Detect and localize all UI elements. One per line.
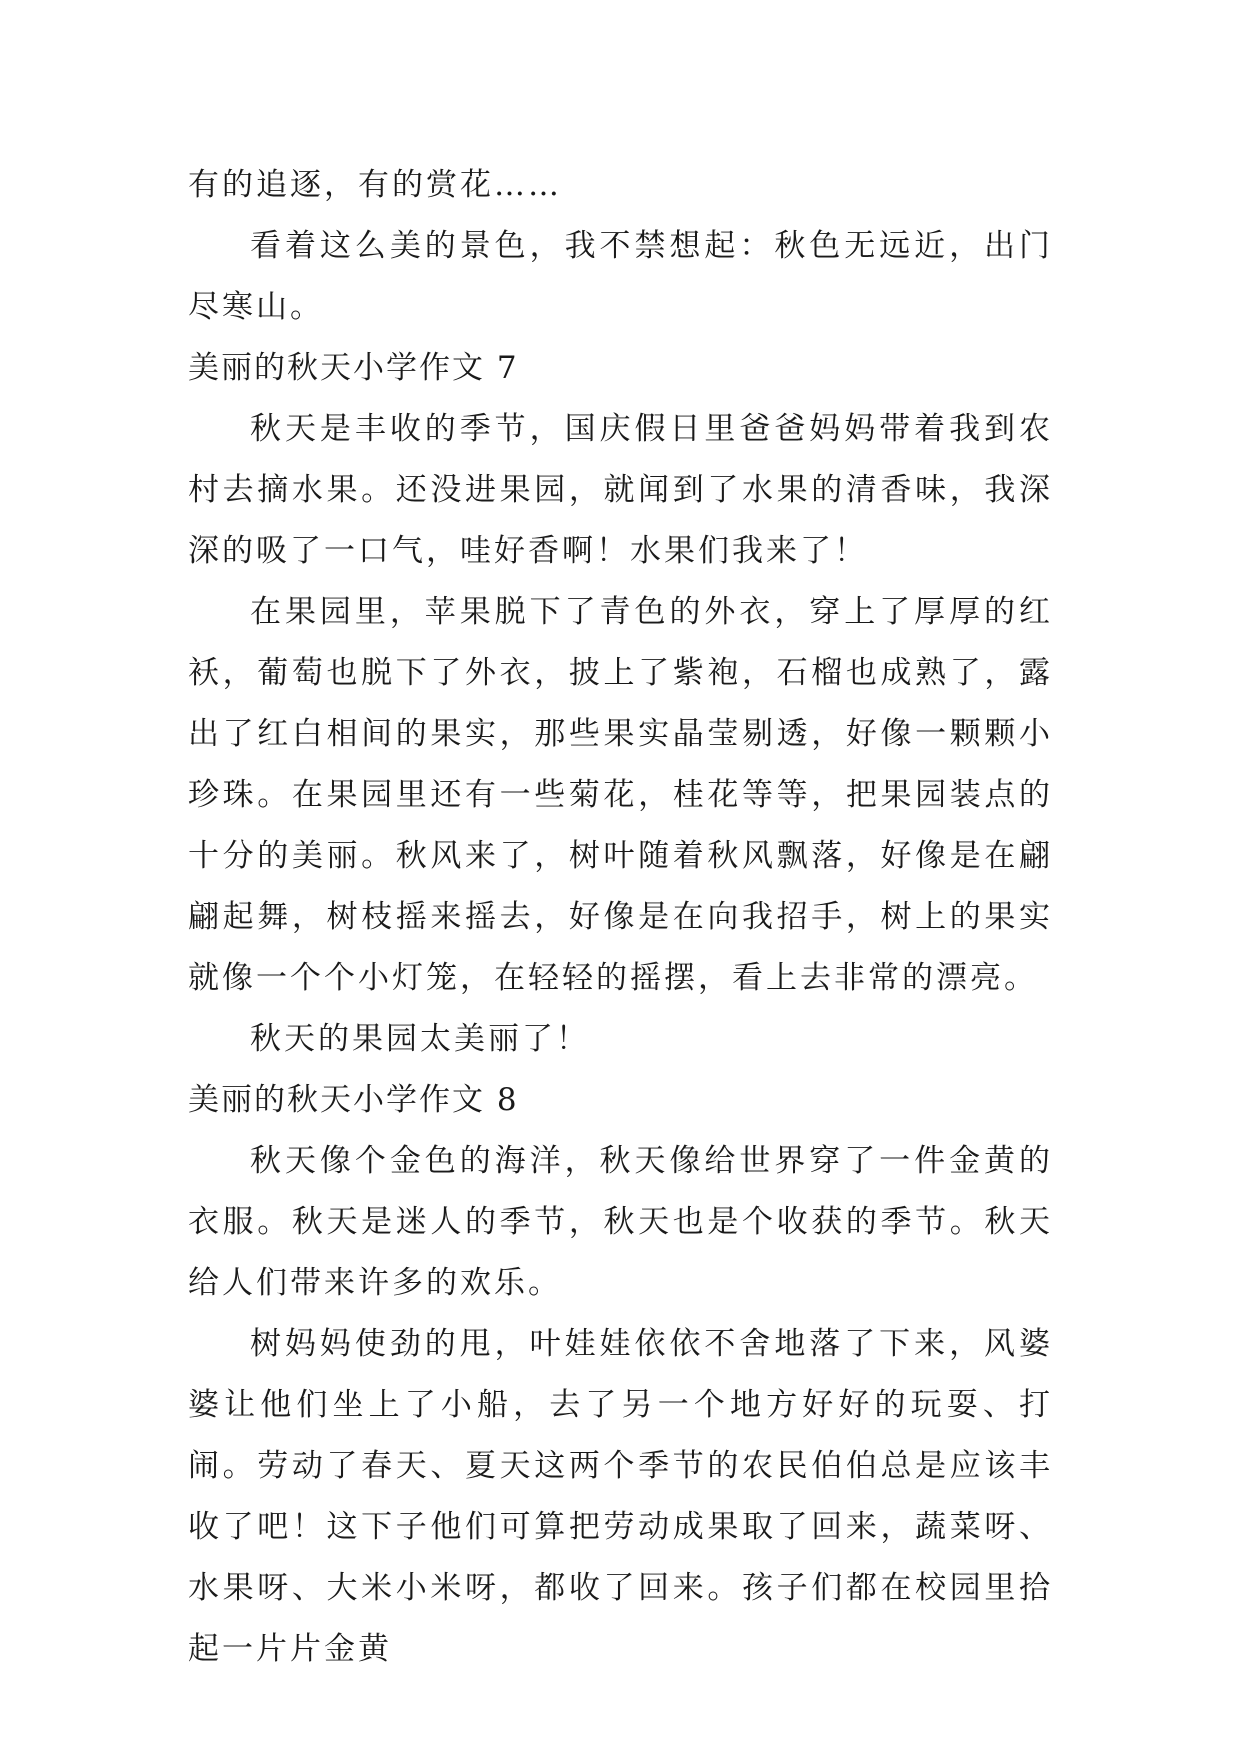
paragraph: 秋天的果园太美丽了！ [250, 1021, 590, 1057]
section-heading: 美丽的秋天小学作文 7 [188, 350, 519, 386]
section-heading: 美丽的秋天小学作文 8 [188, 1082, 519, 1118]
paragraph: 秋天像个金色的海洋，秋天像给世界穿了一件金黄的衣服。秋天是迷人的季节，秋天也是个收获的季节。秋天给人们带来许多的欢乐。 [188, 1143, 1053, 1301]
paragraph: 有的追逐，有的赏花…… [188, 167, 562, 203]
paragraph: 看着这么美的景色，我不禁想起：秋色无远近，出门尽寒山。 [188, 228, 1053, 325]
paragraph: 秋天是丰收的季节，国庆假日里爸爸妈妈带着我到农村去摘水果。还没进果园，就闻到了水果的清香味，我深深的吸了一口气，哇好香啊！水果们我来了！ [188, 411, 1053, 569]
paragraph: 树妈妈使劲的甩，叶娃娃依依不舍地落了下来，风婆婆让他们坐上了小船，去了另一个地方好好的玩耍、打闹。劳动了春天、夏天这两个季节的农民伯伯总是应该丰收了吧！这下子他们可算把劳动成果取了回来，蔬菜呀、水果呀、大米小米呀，都收了回来。孩子们都在校园里拾起一片片金黄 [188, 1326, 1053, 1667]
paragraph: 在果园里，苹果脱下了青色的外衣，穿上了厚厚的红袄，葡萄也脱下了外衣，披上了紫袍，石榴也成熟了，露出了红白相间的果实，那些果实晶莹剔透，好像一颗颗小珍珠。在果园里还有一些菊花，桂花等等，把果园装点的十分的美丽。秋风来了，树叶随着秋风飘落，好像是在翩翩起舞，树枝摇来摇去，好像是在向我招手，树上的果实就像一个个小灯笼，在轻轻的摇摆，看上去非常的漂亮。 [188, 594, 1053, 996]
document-body [188, 155, 1053, 1680]
